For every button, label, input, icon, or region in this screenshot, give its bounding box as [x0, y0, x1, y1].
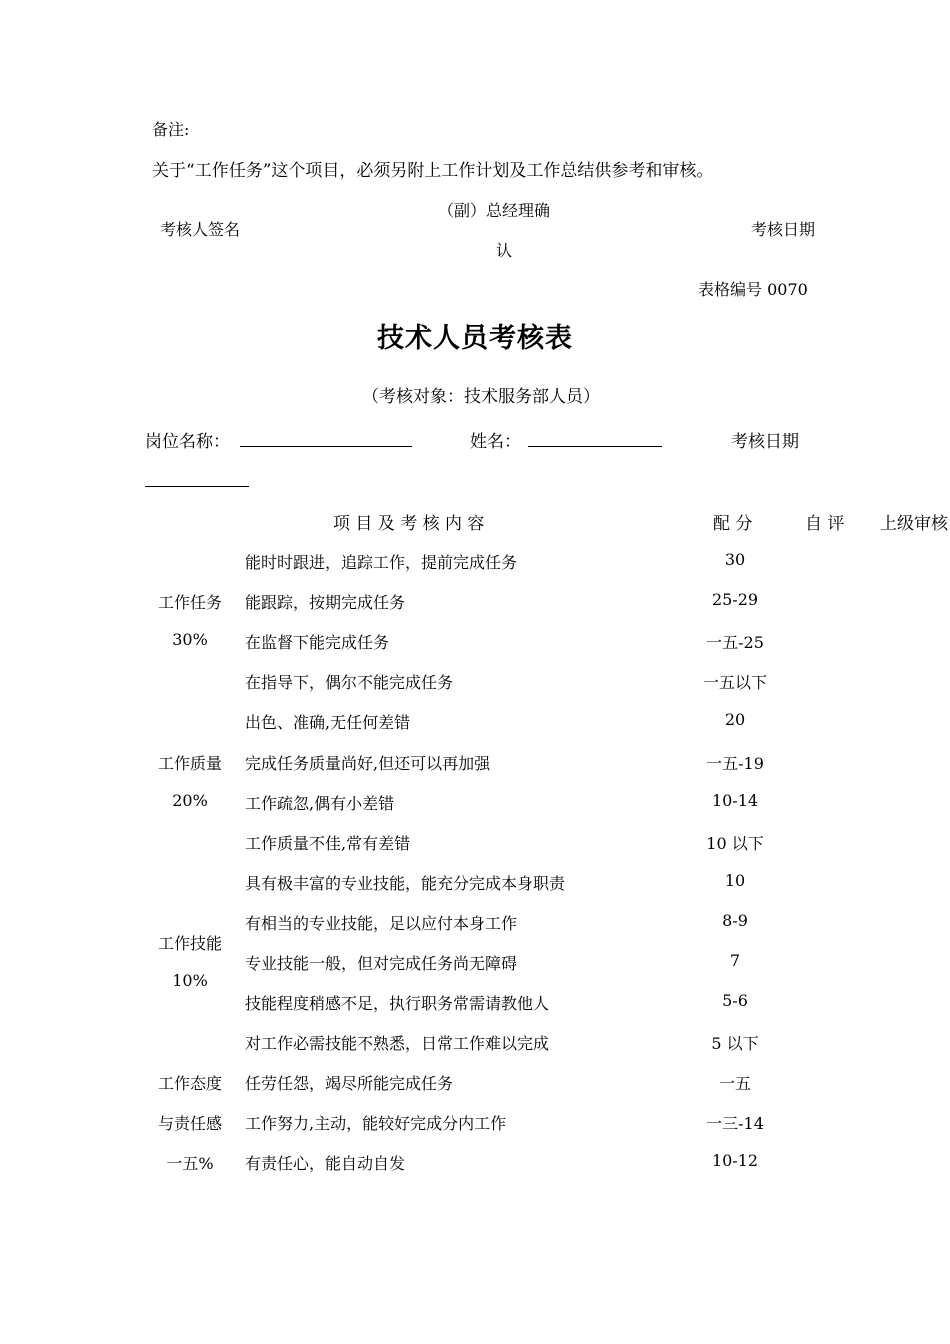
row-score: 20: [724, 710, 746, 729]
row-description: 出色、准确,无任何差错: [245, 713, 411, 732]
category-work-skill: 工作技能: [157, 934, 222, 953]
form-number: 表格编号 0070: [698, 280, 808, 299]
category-work-task-weight: 30%: [172, 630, 208, 649]
page-subtitle: （考核对象：技术服务部人员）: [362, 387, 600, 407]
header-score: 配 分: [713, 514, 753, 534]
row-score: 30: [724, 550, 746, 569]
category-work-attitude: 工作态度: [157, 1074, 222, 1093]
row-description: 有责任心，能自动自发: [245, 1154, 406, 1173]
header-content: 项 目 及 考 核 内 容: [333, 514, 485, 534]
notes-text: 关于“工作任务”这个项目，必须另附上工作计划及工作总结供参考和审核。: [152, 161, 714, 181]
row-description: 具有极丰富的专业技能，能充分完成本身职责: [245, 874, 566, 893]
row-description: 工作努力,主动，能较好完成分内工作: [245, 1114, 507, 1133]
assessment-date-field[interactable]: [145, 486, 249, 487]
category-work-quality: 工作质量: [157, 754, 222, 773]
page-title: 技术人员考核表: [377, 323, 573, 354]
row-score: 25-29: [711, 590, 759, 609]
manager-confirm-label-line2: 认: [496, 241, 513, 260]
header-self-evaluation: 自 评: [805, 514, 845, 534]
manager-confirm-label-line1: （副）总经理确: [438, 201, 551, 220]
row-description: 能时时跟进，追踪工作，提前完成任务: [245, 553, 518, 572]
signature-date-label: 考核日期: [751, 220, 816, 239]
position-name-field[interactable]: [240, 446, 412, 447]
category-work-quality-weight: 20%: [172, 791, 208, 810]
row-score: 7: [729, 951, 741, 970]
row-score: 一三-14: [706, 1114, 764, 1133]
row-score: 5 以下: [711, 1034, 759, 1053]
row-score: 一五-25: [706, 633, 764, 652]
row-score: 一五以下: [702, 673, 767, 692]
category-work-task: 工作任务: [157, 593, 222, 612]
row-description: 在监督下能完成任务: [245, 633, 390, 652]
row-description: 技能程度稍感不足，执行职务常需请教他人: [245, 994, 550, 1013]
category-work-attitude-weight: 一五%: [166, 1154, 214, 1173]
employee-name-label: 姓名：: [470, 432, 521, 452]
row-score: 10-14: [711, 791, 759, 810]
row-score: 一五: [718, 1074, 751, 1093]
row-score: 10-12: [711, 1151, 759, 1170]
row-description: 工作质量不佳,常有差错: [245, 834, 411, 853]
header-superior-review: 上级审核: [880, 514, 948, 534]
row-description: 完成任务质量尚好,但还可以再加强: [245, 754, 491, 773]
row-score: 一五-19: [706, 754, 764, 773]
assessment-date-label: 考核日期: [731, 432, 799, 452]
row-description: 对工作必需技能不熟悉，日常工作难以完成: [245, 1034, 550, 1053]
row-score: 5-6: [722, 991, 748, 1010]
notes-label: 备注:: [152, 120, 190, 139]
assessor-signature-label: 考核人签名: [160, 220, 241, 239]
row-score: 8-9: [722, 911, 748, 930]
category-work-skill-weight: 10%: [172, 971, 208, 990]
employee-name-field[interactable]: [528, 446, 662, 447]
row-description: 在指导下，偶尔不能完成任务: [245, 673, 454, 692]
category-work-attitude-line2: 与责任感: [157, 1114, 222, 1133]
row-score: 10 以下: [706, 834, 764, 853]
row-description: 任劳任怨，竭尽所能完成任务: [245, 1074, 454, 1093]
row-description: 专业技能一般，但对完成任务尚无障碍: [245, 954, 518, 973]
position-name-label: 岗位名称：: [145, 432, 230, 452]
row-description: 工作疏忽,偶有小差错: [245, 794, 395, 813]
row-description: 能跟踪，按期完成任务: [245, 593, 406, 612]
row-score: 10: [724, 871, 746, 890]
row-description: 有相当的专业技能，足以应付本身工作: [245, 914, 518, 933]
